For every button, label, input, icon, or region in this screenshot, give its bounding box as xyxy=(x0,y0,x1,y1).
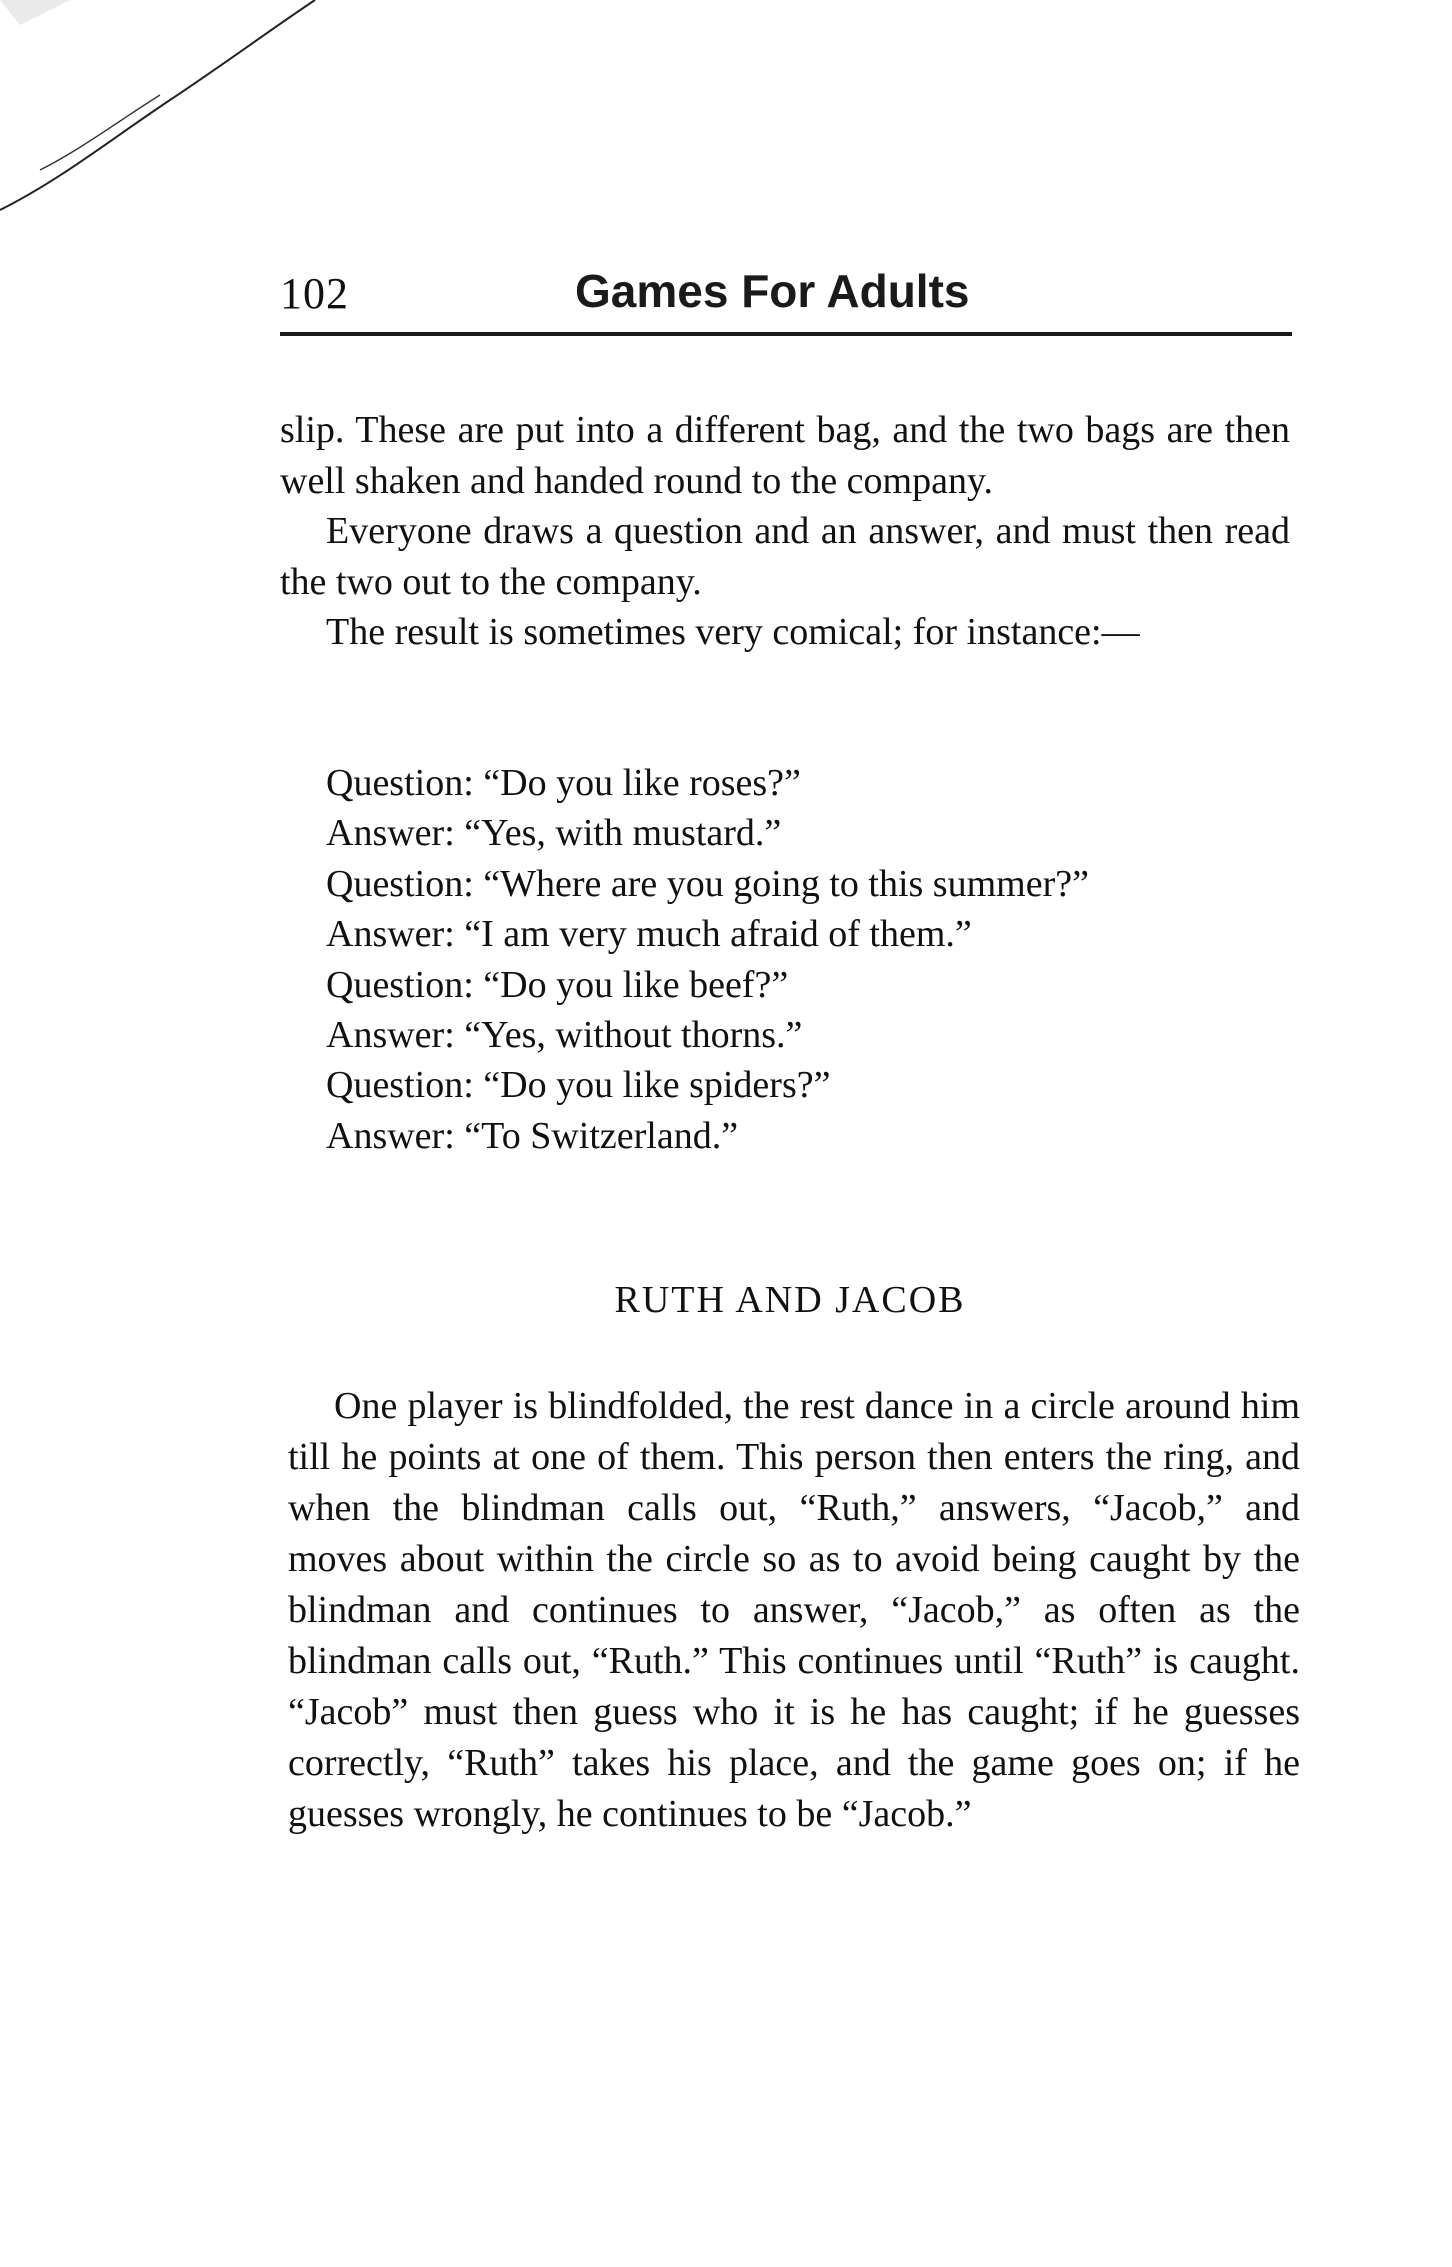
example-list xyxy=(326,758,1306,1161)
example-label: Question: xyxy=(326,762,474,804)
intro-text xyxy=(280,405,1290,658)
paragraph: Everyone draws a question and an answer, and must then read the two out to the company. xyxy=(280,510,1290,603)
example-label: Question: xyxy=(326,1064,474,1107)
example-line xyxy=(326,1060,1306,1110)
example-text: “I am very much afraid of them.” xyxy=(464,913,972,956)
example-text: “Do you like beef?” xyxy=(483,963,789,1006)
scan-corner-mark xyxy=(0,0,330,230)
example-line xyxy=(326,808,1306,858)
section-body xyxy=(288,1381,1300,1840)
paragraph: The result is sometimes very comical; for instance:— xyxy=(326,611,1140,653)
example-line xyxy=(326,909,1306,959)
example-text: “Do you like spiders?” xyxy=(483,1064,831,1107)
example-text: “Yes, without thorns.” xyxy=(464,1014,803,1057)
example-line xyxy=(326,1111,1306,1161)
example-label: Question: xyxy=(326,963,474,1006)
paragraph: One player is blindfolded, the rest dance in a circle around him till he points at one of them. This person then enters the ring, and when the blindman calls out, “Ruth,” answers, “Jacob,” and moves about within the circle so as to avoid being caught by the blindman and continues to answer, “Jacob,” as often as the blindman calls out, “Ruth.” This continues until “Ruth” is caught. “Jacob” must then guess who it is he has caught; if he guesses correctly, “Ruth” takes his place, and the game goes on; if he guesses wrongly, he continues to be “Jacob.” xyxy=(288,1385,1300,1835)
example-line xyxy=(326,1010,1306,1060)
section-heading: RUTH AND JACOB xyxy=(614,1279,966,1321)
example-line xyxy=(326,758,1306,808)
example-line xyxy=(326,859,1306,909)
example-label: Answer: xyxy=(326,1014,455,1057)
page-header xyxy=(280,258,1290,338)
header-rule xyxy=(280,332,1292,336)
paragraph: slip. These are put into a different bag, and the two bags are then well shaken and handed round to the company. xyxy=(280,409,1290,502)
example-label: Answer: xyxy=(326,913,455,956)
example-label: Answer: xyxy=(326,812,455,855)
example-text: “To Switzerland.” xyxy=(464,1114,739,1157)
example-line xyxy=(326,960,1306,1010)
page-number: 102 xyxy=(280,269,349,318)
example-text: “Where are you going to this summer?” xyxy=(483,862,1089,905)
example-text: “Yes, with mustard.” xyxy=(464,812,782,855)
example-text: “Do you like roses?” xyxy=(483,762,801,804)
example-label: Question: xyxy=(326,862,474,905)
example-label: Answer: xyxy=(326,1114,455,1157)
running-title: Games For Adults xyxy=(575,265,970,317)
